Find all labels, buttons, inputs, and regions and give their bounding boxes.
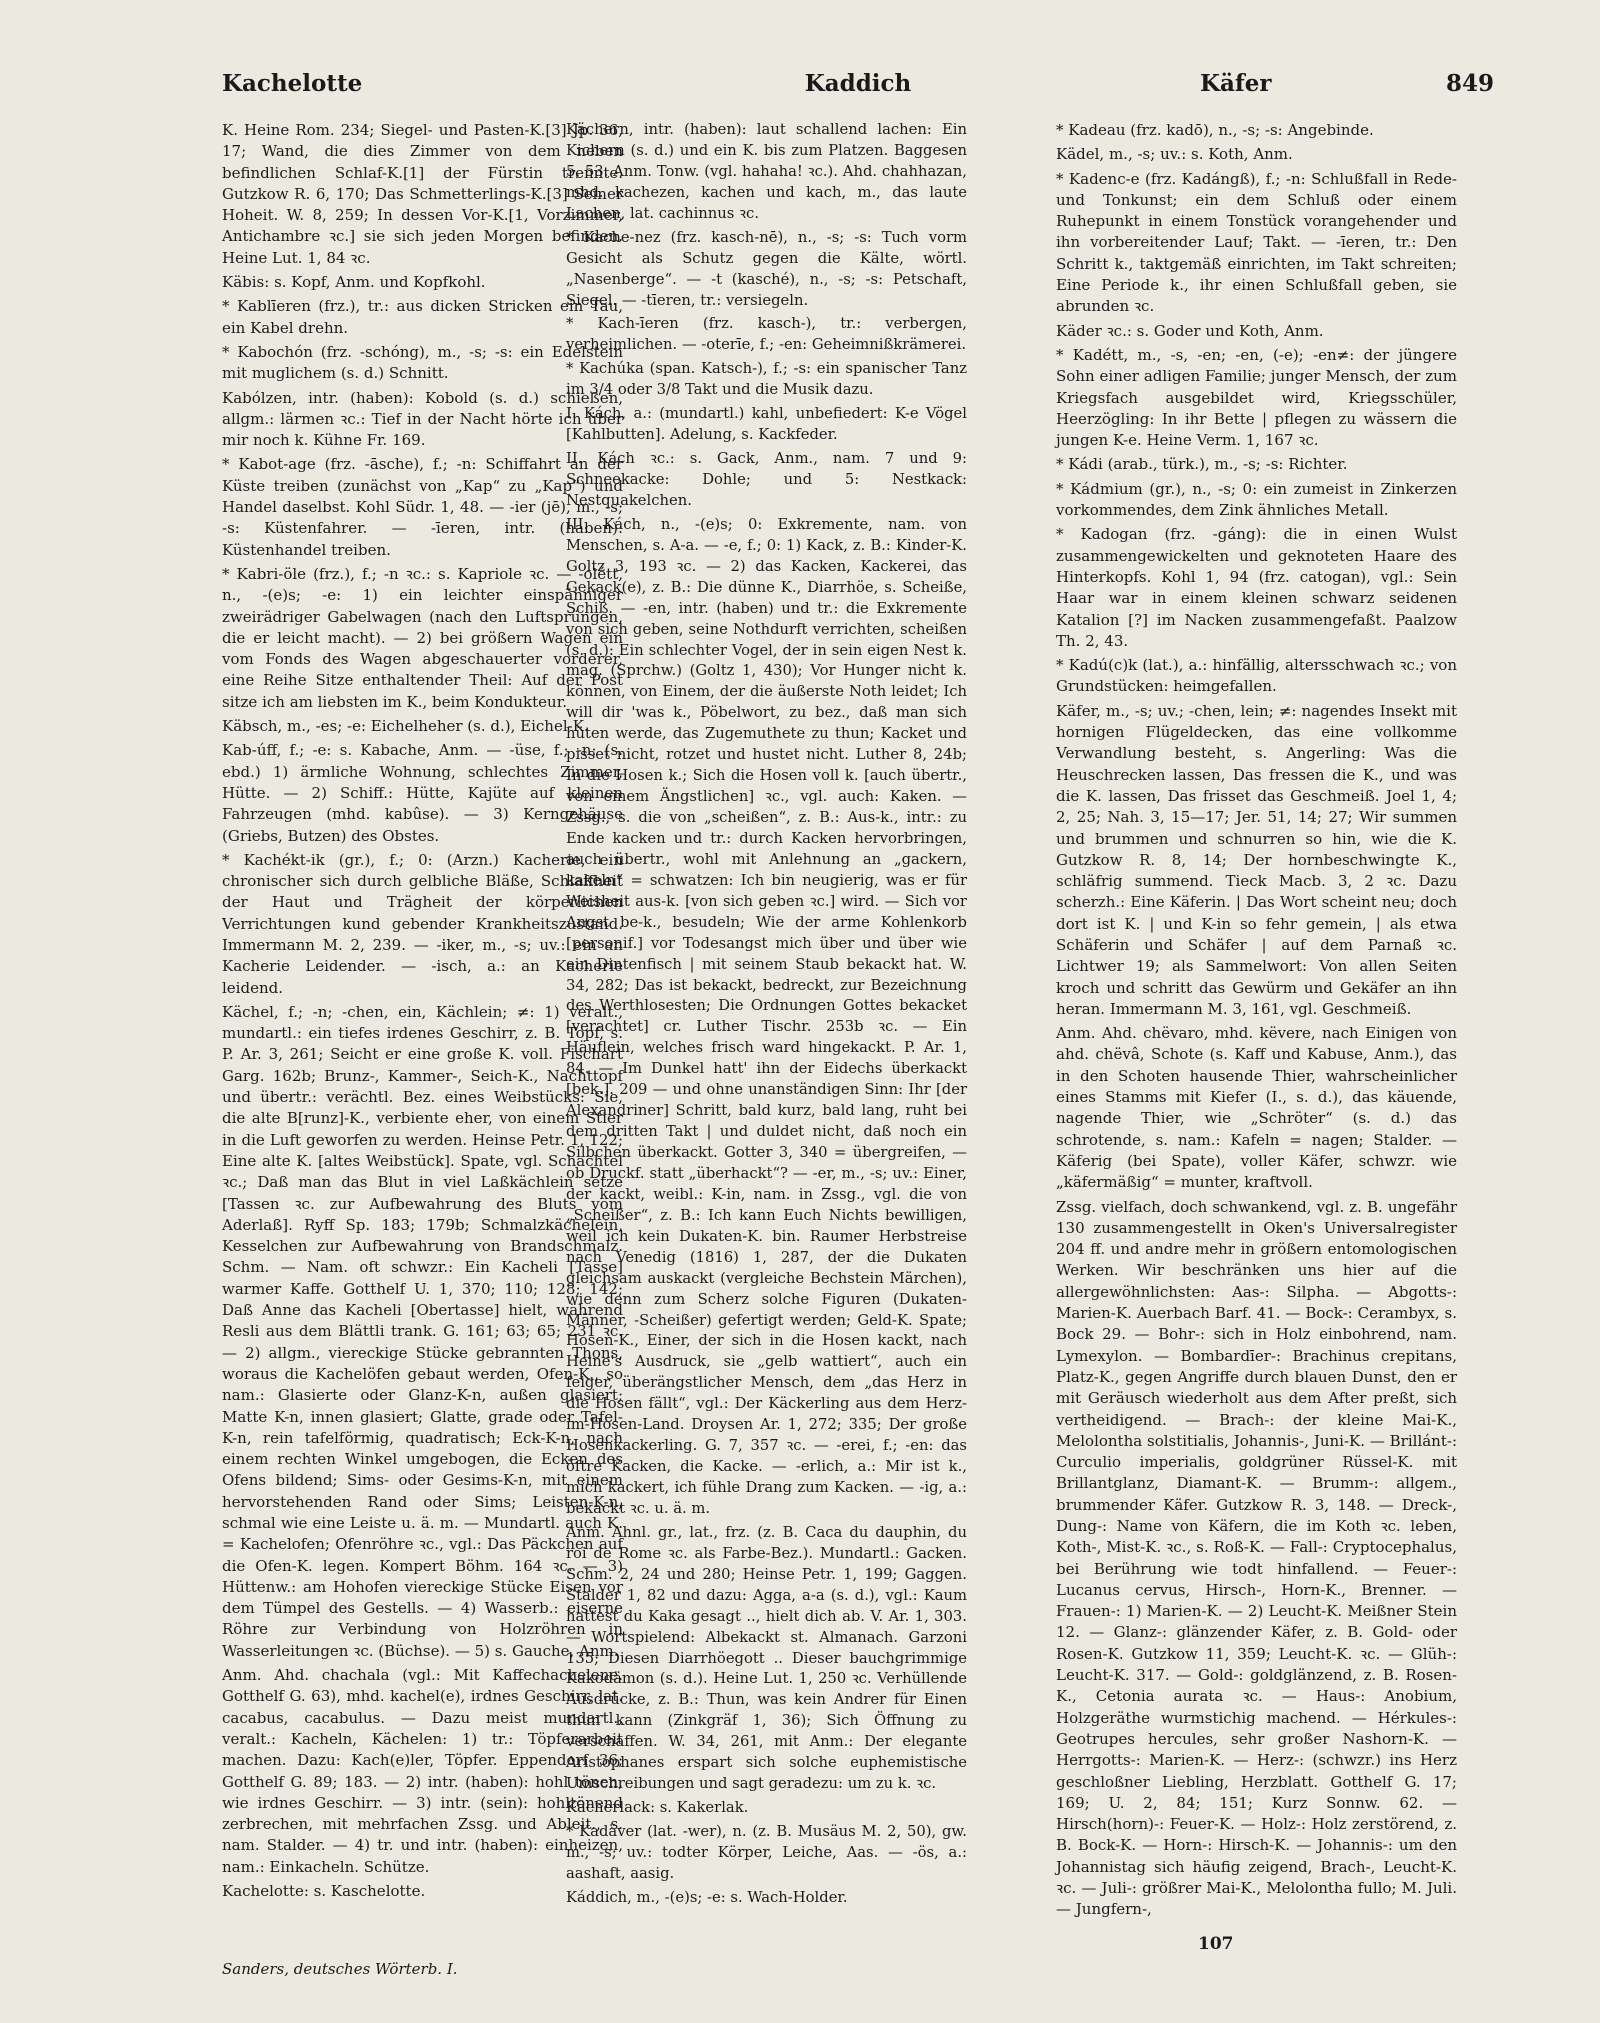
entry: Kächel, f.; -n; -chen, ein, Kächlein; ≠: 1) veralt., mundartl.: ein tiefes irdenes Geschirr, z. B. Topf, s. P. Ar. 3, 261; Seicht er eine große K. voll. Fischart Garg. 162b; Brunz-, Kammer-, Seich-K., Nachttopf und übertr.: verächtl. Bez. eines Weibstücks: Sie, die alte B[runz]-K., verbiente eher, von einem Stier in die Luft geworfen zu werden. Heinse Petr. 1, 122; Eine alte K. [altes Weibstück]. Spate, vgl. Schachtel ꝛc.; Daß man das Blut in viel Laßkächlein setze [Tassen ꝛc. zur Aufbewahrung des Bluts vom Aderlaß]. Ryff Sp. 183; 179b; Schmalzkächelein, Kesselchen zur Aufbewahrung von Brandschmalz. Schm. — Nam. oft schwzr.: Ein Kacheli [Tasse] warmer Kaffe. Gotthelf U. 1, 370; 110; 128; 142; Daß Anne das Kacheli [Obertasse] hielt, während Resli aus dem Blättli trank. G. 161; 63; 65; 231 ꝛc. — 2) allgm., viereckige Stücke gebrannten Thons, woraus die Kachelöfen gebaut werden, Ofen-K., so nam.: Glasierte oder Glanz-K-n, außen glasiert; Matte K-n, innen glasiert; Glatte, grade oder Tafel-K-n, rein tafelförmig, quadratisch; Eck-K-n, nach einem rechten Winkel umgebogen, die Ecken des Ofens bildend; Sims- oder Gesims-K-n, mit einem hervorstehenden Rand oder Sims; Leisten-K-n, schmal wie eine Leiste u. ä. m. — Mundartl. auch K. = Kachelofen; Ofenröhre ꝛc., vgl.: Das Päckchen auf die Ofen-K. legen. Kompert Böhm. 164 ꝛc. — 3) Hüttenw.: am Hohofen viereckige Stücke Eisen vor dem Tümpel des Gestells. — 4) Wasserb.: eiserne Röhre zur Verbindung von Holzröhren in Wasserleitungen ꝛc. (Büchse). — 5) s. Gauche, Anm. [222,1002,623,1660]
entry: II. Kách ꝛc.: s. Gack, Anm., nam. 7 und 9: Schneekacke: Dohle; und 5: Nestkack: Nestquakelchen. [566,450,967,509]
entry: Käbis: s. Kopf, Anm. und Kopfkohl. [222,273,486,292]
entry: K. Heine Rom. 234; Siegel- und Pasten-K.[3] Jp. 36, 17; Wand, die dies Zimmer von dem neben befindlichen Schlaf-K.[1] der Fürstin trennte. Gutzkow R. 6, 170; Das Schmetterlings-K.[3] Seiner Hoheit. W. 8, 259; In dessen Vor-K.[1, Vorzimmer, Antichambre ꝛc.] sie sich jeden Morgen befinden. Heine Lut. 1, 84 ꝛc. [222,121,623,267]
entry: * Kabri-öle (frz.), f.; -n ꝛc.: s. Kapriole ꝛc. — -olétt, n., -(e)s; -e: 1) ein leichter einspänniger zweirädriger Gabelwagen (nach den Luftsprüngen, die er leicht macht). — 2) bei größern Wagen ein vom Fonds des Wagen abgeschauerter vorderer, eine Reihe Sitze enthaltender Theil: Auf der Post sitze ich am liebsten im K., beim Kondukteur. [222,564,623,711]
entry: * Kádmium (gr.), n., -s; 0: ein zumeist in Zinkerzen vorkommendes, dem Zink ähnliches Metall. [1056,479,1457,520]
signature-mark: 107 [1198,1934,1234,1954]
entry: Kädel, m., -s; uv.: s. Koth, Anm. [1056,145,1293,164]
entry: Käder ꝛc.: s. Goder und Koth, Anm. [1056,321,1324,340]
entry: * Kachúka (span. Katsch-), f.; -s: ein spanischer Tanz im 3/4 oder 3/8 Takt und die Musik dazu. [566,360,967,399]
entry: * Kadétt, m., -s, -en; -en, (-e); -en≠: der jüngere Sohn einer adligen Familie; junger Mensch, der zum Kriegsfach ausgebildet wird, Kriegsschüler, Heerzögling: In ihr Bette | pflegen zu wässern die jungen K-e. Heine Verm. 1, 167 ꝛc. [1056,345,1457,450]
column-right [1056,120,1457,1924]
entry: * Kabochón (frz. -schóng), m., -s; -s: ein Edelstein mit muglichem (s. d.) Schnitt. [222,342,623,383]
entry: Kachelotte: s. Kaschelotte. [222,1882,426,1901]
entry: Kächern, intr. (haben): laut schallend lachen: Ein Kichern (s. d.) und ein K. bis zum Platzen. Baggesen 5, 53. Anm. Tonw. (vgl. hahaha! ꝛc.). Ahd. chahhazan, mhd. kachezen, kachen und kach, m., das laute Lachen, lat. cachinnus ꝛc. [566,121,967,222]
entry: Kächerlack: s. Kakerlak. [566,1799,749,1817]
entry: Käfer, m., -s; uv.; -chen, lein; ≠: nagendes Insekt mit hornigen Flügeldecken, das eine vollkomme Verwandlung besteht, s. Angerling: Was die Heuschrecken lassen, Das fressen die K., und was die K. lassen, Das frisset das Geschmeiß. Joel 1, 4; 2, 25; Nah. 3, 15—17; Jer. 51, 14; 27; Wir summen und brummen und schnurren so hin, wie die K. Gutzkow R. 8, 14; Der hornbeschwingte K., schläfrig summend. Tieck Macb. 3, 2 ꝛc. Dazu scherzh.: Eine Käferin. | Das Wort scheint neu; doch dort ist K. | und K-in so fehr gemein, | als etwa Schäferin und Schäfer | auf dem Parnaß ꝛc. Lichtwer 19; als Sammelwort: Von allen Seiten kroch und schritt das Gewürm und Gekäfer an ihn heran. Immermann M. 3, 161, vgl. Geschmeiß. [1056,701,1457,1018]
entry: * Kadogan (frz. -gáng): die in einen Wulst zusammengewickelten und geknoteten Haare des Hinterkopfs. Kohl 1, 94 (frz. catogan), vgl.: Sein Haar war in einem kleinen schwarz seidenen Katalion [?] im Nacken zusammengefaßt. Paalzow Th. 2, 43. [1056,525,1457,650]
running-header [222,70,1494,104]
header-center-word: Kaddich [804,70,912,97]
entry: * Kabot-age (frz. -āsche), f.; -n: Schiffahrt an der Küste treiben (zunächst von „Kap“ zu „Kap“) und Handel daselbst. Kohl Südr. 1, 48. — -ier (jē), m., -s; -s: Küstenfahrer. — -īeren, intr. (haben): Küstenhandel treiben. [222,455,623,559]
entry: * Kach-īeren (frz. kasch-), tr.: verbergen, verheimlichen. — -oterīe, f.; -en: Geheimnißkrämerei. [566,315,967,354]
entry: Anm. Ahd. chëvaro, mhd. këvere, nach Einigen von ahd. chëvâ, Schote (s. Kaff und Kabuse, Anm.), das in den Schoten hausende Thier, wahrscheinlicher eines Stamms mit Kiefer (I., s. d.), das käuende, nagende Thier, wie „Schröter“ (s. d.) das schrotende, s. nam.: Kafeln = nagen; Stalder. — Käferig (bei Spate), voller Käfer, schwzr. wie „käfermäßig“ = munter, kraftvoll. [1056,1024,1457,1192]
entry: Anm. Ahnl. gr., lat., frz. (z. B. Caca du dauphin, du roi de Rome ꝛc. als Farbe-Bez.). Mundartl.: Gacken. Schm. 2, 24 und 280; Heinse Petr. 1, 199; Gaggen. Stalder 1, 82 und dazu: Agga, a-a (s. d.), vgl.: Kaum hattest du Kaka gesagt .., hielt dich ab. V. Ar. 1, 303. — Wortspielend: Albekackt st. Almanach. Garzoni 135; Diesen Diarrhöegott .. Dieser bauchgrimmige Kakodämon (s. d.). Heine Lut. 1, 250 ꝛc. Verhüllende Ausdrücke, z. B.: Thun, was kein Andrer für Einen thun kann (Zinkgräf 1, 36); Sich Öffnung zu verschaffen. W. 34, 261, mit Anm.: Der elegante Aristophanes erspart sich solche euphemistische Umschreibungen und sagt geradezu: um zu k. ꝛc. [566,1523,967,1793]
column-left [222,120,623,1905]
header-left-word: Kachelotte [222,70,363,97]
entry: * Kádi (arab., türk.), m., -s; -s: Richter. [1056,455,1348,474]
footer-source: Sanders, deutsches Wörterb. I. [222,1960,458,1978]
column-middle [566,120,967,1912]
entry: Kab-úff, f.; -e: s. Kabache, Anm. — -üse, f.; -n: (s. ebd.) 1) ärmliche Wohnung, schlechtes Zimmer, Hütte. — 2) Schiff.: Hütte, Kajüte auf kleinen Fahrzeugen (mhd. kabûse). — 3) Kerngehäuse (Griebs, Butzen) des Obstes. [222,741,623,845]
entry: III. Kách, n., -(e)s; 0: Exkremente, nam. von Menschen, s. A-a. — -e, f.; 0: 1) Kack, z. B.: Kinder-K. Goltz 3, 193 ꝛc. — 2) das Kacken, Kackerei, das Gekack(e), z. B.: Die dünne K., Diarrhöe, s. Scheiße, Schiß. — -en, intr. (haben) und tr.: die Exkremente von sich geben, seine Nothdurft verrichten, scheißen (s. d.): Ein schlechter Vogel, der in sein eigen Nest k. mag. (Sprchw.) (Goltz 1, 430); Vor Hunger nicht k. können, von Einem, der die äußerste Noth leidet; Ich will dir 'was k., Pöbelwort, zu bez., daß man sich hüten werde, das Zugemuthete zu thun; Kacket und pisset nicht, rotzet und hustet nicht. Luther 8, 24b; In die Hosen k.; Sich die Hosen voll k. [auch übertr., von einem Ängstlichen] ꝛc., vgl. auch: Kaken. — Zssg., s. die von „scheißen“, z. B.: Aus-k., intr.: zu Ende kacken und tr.: durch Kacken hervorbringen, auch übertr., wohl mit Anlehnung an „gackern, kakeln“ = schwatzen: Ich bin neugierig, was er für Weisheit aus-k. [von sich geben ꝛc.] wird. — Sich vor Angst be-k., besudeln; Wie der arme Kohlenkorb [personif.] vor Todesangst mich über und über wie ein Dintenfisch | mit seinem Staub bekackt hat. W. 34, 282; Das ist bekackt, bedreckt, zur Bezeichnung des Werthlosesten; Die Ordnungen Gottes bekacket [verachtet] cr. Luther Tischr. 253b ꝛc. — Ein Häuflein, welches frisch ward hingekackt. P. Ar. 1, 84. — Im Dunkel hatt' ihn der Eidechs überkackt [bek.]. 209 — und ohne unanständigen Sinn: Ihr [der Alexandriner] Schritt, bald kurz, bald lang, ruht bei dem dritten Takt | und duldet nicht, daß noch ein Silbchen überkackt. Gotter 3, 340 = übergreifen, — ob Druckf. statt „überhackt“? — -er, m., -s; uv.: Einer, der kackt, weibl.: K-in, nam. in Zssg., vgl. die von „Scheißer“, z. B.: Ich kann Euch Nichts bewilligen, weil ich kein Dukaten-K. bin. Raumer Herbstreise nach Venedig (1816) 1, 287, der die Dukaten gleichsam auskackt (vergleiche Bechstein Märchen), wie denn zum Scherz solche Figuren (Dukaten-Männer, -Scheißer) gefertigt werden; Geld-K. Spate; Hosen-K., Einer, der sich in die Hosen kackt, nach Heine's Ausdruck, sie „gelb wattiert“, auch ein feiger, überängstlicher Mensch, dem „das Herz in die Hosen fällt“, vgl.: Der Käckerling aus dem Herz-im-Hosen-Land. Droysen Ar. 1, 272; 335; Der große Hosenkackerling. G. 7, 357 ꝛc. — -erei, f.; -en: das öftre Kacken, die Kacke. — -erlich, a.: Mir ist k., mich kackert, ich fühle Drang zum Kacken. — -ig, a.: bekackt ꝛc. u. ä. m. [566,515,967,1517]
entry: * Kadenc-e (frz. Kadángß), f.; -n: Schlußfall in Rede- und Tonkunst; ein dem Schluß oder einem Ruhepunkt in einem Tonstück vorangehender und ihn vorbereitender Lauf; Takt. — -īeren, tr.: Den Schritt k., taktgemäß einrichten, im Takt schreiten; Eine Periode k., ihr einen Schlußfall geben, sie abrunden ꝛc. [1056,169,1457,316]
entry: * Kachékt-ik (gr.), f.; 0: (Arzn.) Kacherie, ein chronischer sich durch gelbliche Bläße, Schlaffheit der Haut und Trägheit der körperlichen Verrichtungen kund gebender Krankheitszustand. Immermann M. 2, 239. — -iker, m., -s; uv.: ein an Kacherie Leidender. — -isch, a.: an Kacherie leidend. [222,850,623,997]
entry: Käbsch, m., -es; -e: Eichelheher (s. d.), Eichel-K. [222,717,589,736]
page-number: 849 [1445,70,1494,97]
entry: * Kadäver (lat. -wer), n. (z. B. Musäus M. 2, 50), gw. m., -s; uv.: todter Körper, Leiche, Aas. — -ös, a.: aashaft, aasig. [566,1823,967,1882]
entry: * Kadú(c)k (lat.), a.: hinfällig, altersschwach ꝛc.; von Grundstücken: heimgefallen. [1056,656,1457,696]
header-right-word: Käfer [1200,70,1272,97]
entry: Anm. Ahd. chachala (vgl.: Mit Kaffechachelene. Gotthelf G. 63), mhd. kachel(e), irdnes Geschirr, lat. cacabus, cacabulus. — Dazu meist mundartl., veralt.: Kacheln, Kächelen: 1) tr.: Töpferarbeit machen. Dazu: Kach(e)ler, Töpfer. Eppendorf 36; Gotthelf G. 89; 183. — 2) intr. (haben): hohl tönen, wie irdnes Geschirr. — 3) intr. (sein): hohltönend zerbrechen, mit mehrfachen Zssg. und Ableit., s. nam. Stalder. — 4) tr. und intr. (haben): einheizen, nam.: Einkacheln. Schütze. [222,1666,623,1876]
entry: * Kadeau (frz. kadō), n., -s; -s: Angebinde. [1056,121,1374,139]
entry: I. Kách, a.: (mundartl.) kahl, unbefiedert: K-e Vögel [Kahlbutten]. Adelung, s. Kackfeder. [566,405,967,444]
entry: Kabólzen, intr. (haben): Kobold (s. d.) schießen, allgm.: lärmen ꝛc.: Tief in der Nacht hörte ich über mir noch k. Kühne Fr. 169. [222,388,623,450]
entry: Káddich, m., -(e)s; -e: s. Wach-Holder. [566,1888,848,1906]
entry: * Kablīeren (frz.), tr.: aus dicken Stricken ein Tau, ein Kabel drehn. [222,297,623,337]
entry: * Kache-nez (frz. kasch-nē), n., -s; -s: Tuch vorm Gesicht als Schutz gegen die Kälte, wörtl. „Nasenberge“. — -t (kasché), n., -s; -s: Petschaft, Siegel. — -tīeren, tr.: versiegeln. [566,228,967,309]
entry: Zssg. vielfach, doch schwankend, vgl. z. B. ungefähr 130 zusammengestellt in Oken's Universalregister 204 ff. und andre mehr in größern entomologischen Werken. Wir beschränken uns hier auf die allergewöhnlichsten: Aas-: Silpha. — Abgotts-: Marien-K. Auerbach Barf. 41. — Bock-: Cerambyx, s. Bock 29. — Bohr-: sich in Holz einbohrend, nam. Lymexylon. — Bombardīer-: Brachinus crepitans, Platz-K., gegen Angriffe durch blauen Dunst, den er mit Geräusch wiederholt aus dem After preßt, sich vertheidigend. — Brach-: der kleine Mai-K., Melolontha solstitialis, Johannis-, Juni-K. — Brillánt-: Curculio imperialis, goldgrüner Rüssel-K. mit Brillantglanz, Diamant-K. — Brumm-: allgem., brummender Käfer. Gutzkow R. 3, 148. — Dreck-, Dung-: Name von Käfern, die im Koth ꝛc. leben, Koth-, Mist-K. ꝛc., s. Roß-K. — Fall-: Cryptocephalus, bei Berührung wie todt hinfallend. — Feuer-: Lucanus cervus, Hirsch-, Horn-K., Brenner. — Frauen-: 1) Marien-K. — 2) Leucht-K. Meißner Stein 12. — Glanz-: glänzender Käfer, z. B. Gold- oder Rosen-K. Gutzkow 11, 359; Leucht-K. ꝛc. — Glüh-: Leucht-K. 317. — Gold-: goldglänzend, z. B. Rosen-K., Cetonia aurata ꝛc. — Haus-: Anobium, Holzgeräthe wurmstichig machend. — Hérkules-: Geotrupes hercules, sehr großer Nashorn-K. — Herrgotts-: Marien-K. — Herz-: (schwzr.) ins Herz geschloßner Liebling, Herzblatt. Gotthelf G. 17; 169; U. 2, 84; 151; Kurz Sonnw. 62. — Hirsch(horn)-: Feuer-K. — Holz-: Holz zerstörend, z. B. Bock-K. — Horn-: Hirsch-K. — Johannis-: um den Johannistag sich häufig zeigend, Brach-, Leucht-K. ꝛc. — Juli-: größrer Mai-K., Melolontha fullo; M. Juli. — Jungfern-, [1056,1197,1457,1919]
